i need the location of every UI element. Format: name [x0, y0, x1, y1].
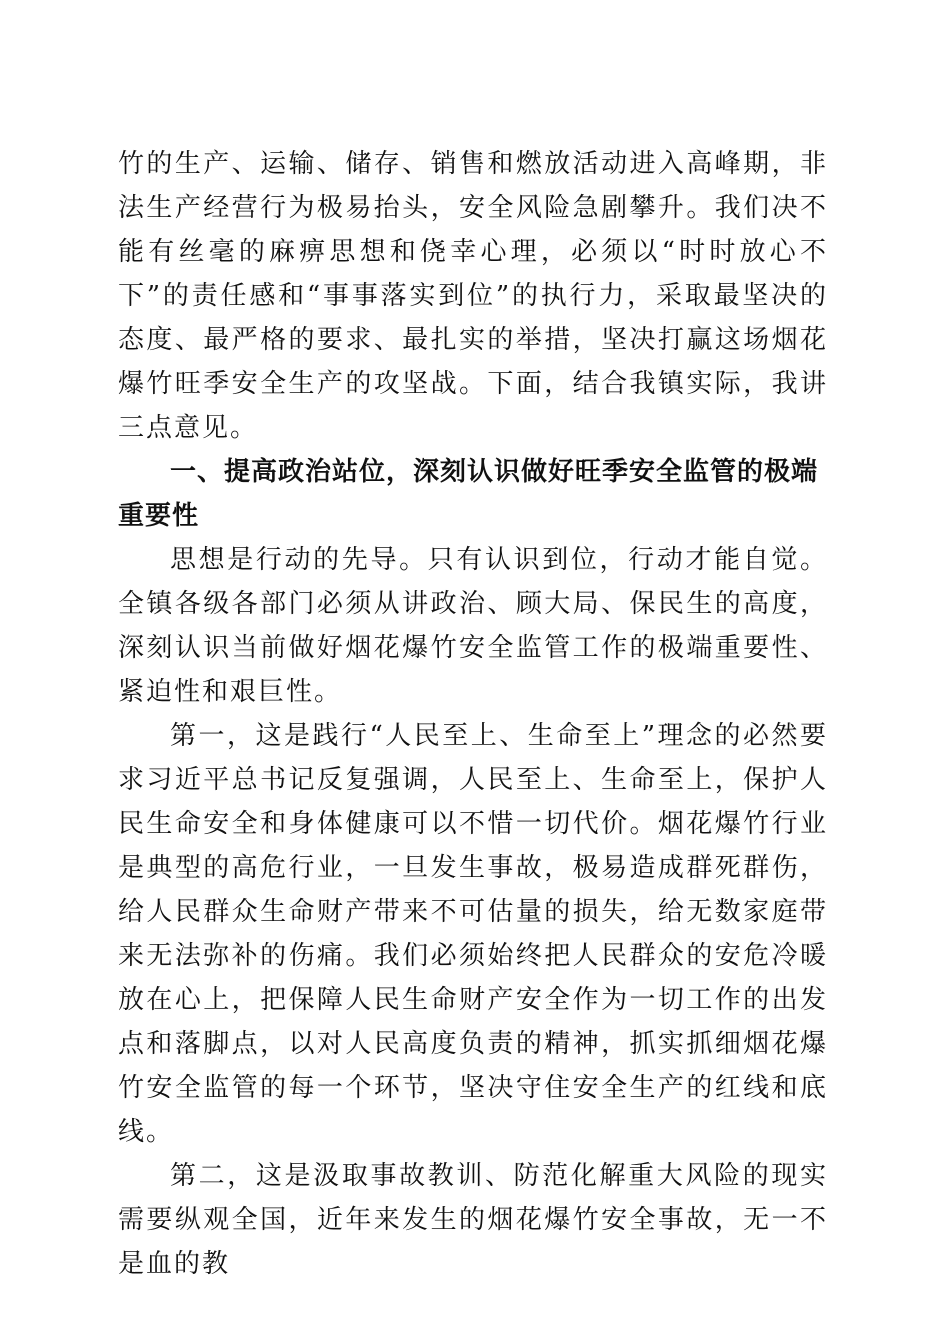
point-two-paragraph: 第二，这是汲取事故教训、防范化解重大风险的现实需要纵观全国，近年来发生的烟花爆竹安全事故，无一不是血的教	[118, 1161, 828, 1279]
document-body	[118, 142, 828, 1286]
section-lead-paragraph: 思想是行动的先导。只有认识到位，行动才能自觉。全镇各级各部门必须从讲政治、顾大局、保民生的高度，深刻认识当前做好烟花爆竹安全监管工作的极端重要性、紧迫性和艰巨性。	[118, 545, 828, 707]
intro-paragraph: 竹的生产、运输、储存、销售和燃放活动进入高峰期，非法生产经营行为极易抬头，安全风险急剧攀升。我们决不能有丝毫的麻痹思想和侥幸心理，必须以“时时放心不下”的责任感和“事事落实到位”的执行力，采取最坚决的态度、最严格的要求、最扎实的举措，坚决打赢这场烟花爆竹旺季安全生产的攻坚战。下面，结合我镇实际，我讲三点意见。	[118, 149, 828, 443]
point-one-paragraph: 第一，这是践行“人民至上、生命至上”理念的必然要求习近平总书记反复强调，人民至上、生命至上，保护人民生命安全和身体健康可以不惜一切代价。烟花爆竹行业是典型的高危行业，一旦发生事故，极易造成群死群伤，给人民群众生命财产带来不可估量的损失，给无数家庭带来无法弥补的伤痛。我们必须始终把人民群众的安危冷暖放在心上，把保障人民生命财产安全作为一切工作的出发点和落脚点，以对人民高度负责的精神，抓实抓细烟花爆竹安全监管的每一个环节，坚决守住安全生产的红线和底线。	[118, 721, 828, 1147]
section-heading: 一、提高政治站位，深刻认识做好旺季安全监管的极端重要性	[118, 457, 819, 531]
